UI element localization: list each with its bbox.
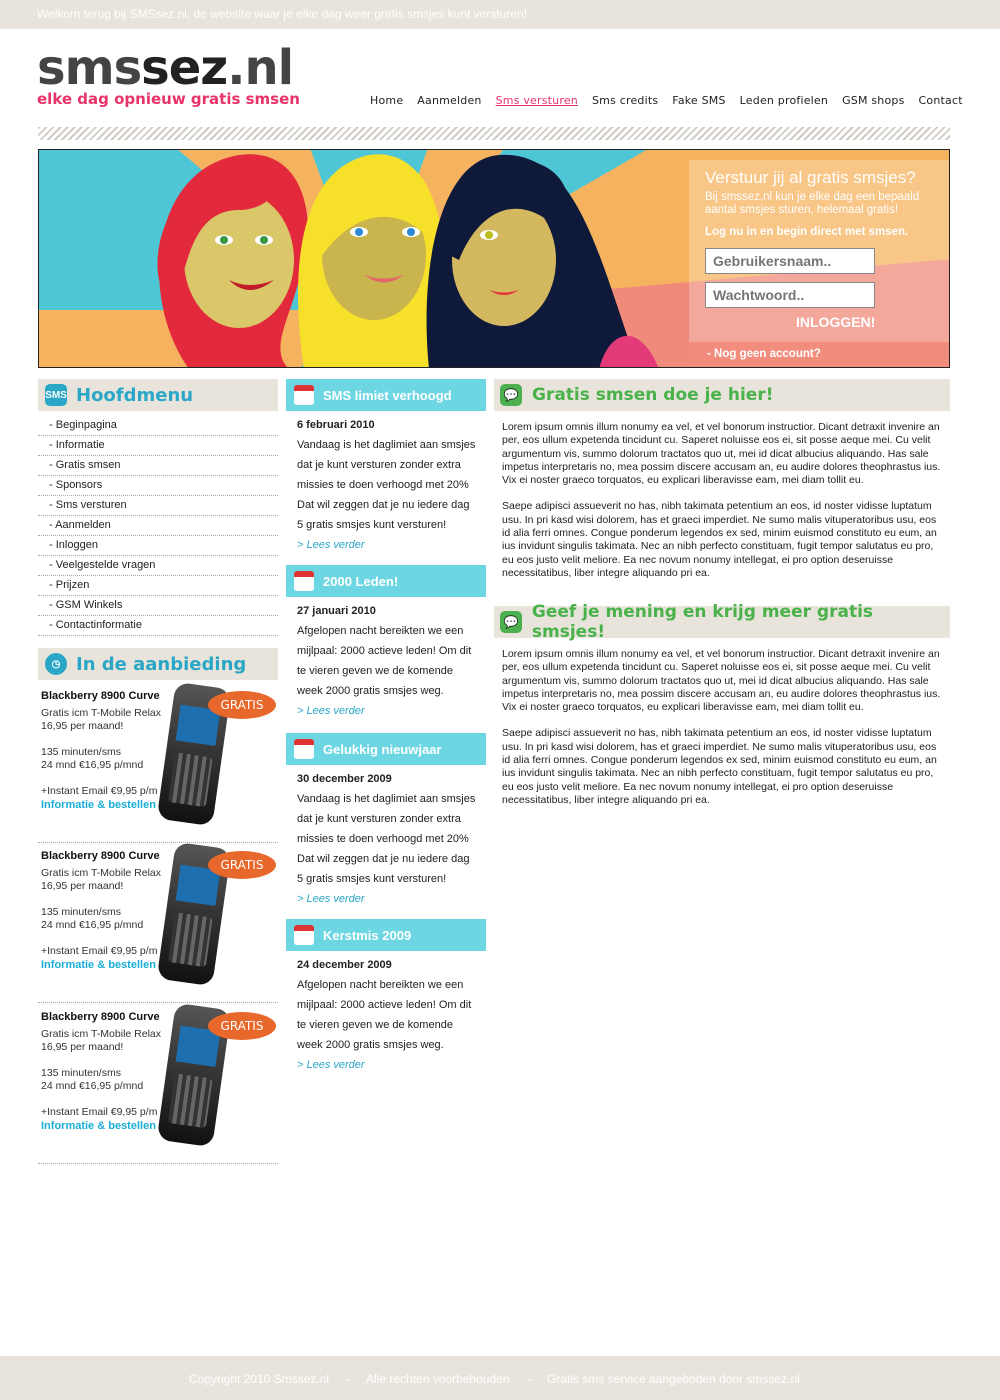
- login-description: Bij smssez.nl kun je elke dag een bepaald aantal smsjes sturen, helemaal gratis!: [705, 191, 920, 216]
- news-item: [297, 601, 477, 721]
- stripe-divider: [38, 127, 950, 140]
- menu-item-prijzen[interactable]: - Prijzen: [38, 576, 278, 596]
- news-header: [286, 565, 486, 597]
- menu-item-aanmelden[interactable]: - Aanmelden: [38, 516, 278, 536]
- menu-header: [38, 379, 278, 411]
- footer-rights: Alle rechten voorbehouden: [366, 1372, 510, 1386]
- gratis-badge: GRATIS: [208, 851, 276, 879]
- news-date: 6 februari 2010: [297, 419, 375, 431]
- nav-home[interactable]: Home: [370, 94, 404, 107]
- calendar-icon: [294, 571, 314, 591]
- sms-icon: SMS: [45, 384, 67, 406]
- nav-sms-versturen[interactable]: Sms versturen: [495, 94, 578, 107]
- content-paragraph: Lorem ipsum omnis illum nonumy ea vel, et vel bonorum instructior. Dicant detraxit invenire an per, eos ullum expetenda tincidunt cu. Saperet noluisse eos ei, sit posse aeque mei. Cu velit argumentum vis, summo dolorum tractatos quo ut, mei id dicat albucius aliquando. Has sale impetus interpretaris no, mea possim discere accusam an, eu audire dolores theophrastus ius. Vix ei noster graeco torquatos, eu explicari liberavisse eam, mei diam tollit eu.: [502, 648, 941, 714]
- nav-sms-credits[interactable]: Sms credits: [591, 94, 659, 107]
- offer-details: Gratis icm T-Mobile Relax 16,95 per maand! 135 minuten/sms 24 mnd €16,95 p/mnd +Instant Email €9,95 p/m: [41, 707, 162, 797]
- content-title: Geef je mening en krijg meer gratis smsjes!: [531, 602, 874, 642]
- main-nav: [370, 94, 963, 107]
- news-title: Kerstmis 2009: [323, 927, 412, 943]
- calendar-icon: [294, 925, 314, 945]
- logo-name: smssez.nl: [37, 40, 294, 96]
- no-account-bar: [689, 342, 950, 368]
- news-date: 24 december 2009: [297, 959, 392, 971]
- offers-header: [38, 648, 278, 680]
- news-title: Gelukkig nieuwjaar: [323, 741, 442, 757]
- logo-tagline: elke dag opnieuw gratis smsen: [37, 90, 300, 108]
- offers-title: In de aanbieding: [76, 653, 247, 675]
- footer-service: Gratis sms service aangeboden door smssez.nl: [547, 1372, 800, 1386]
- news-date: 30 december 2009: [297, 773, 392, 785]
- footer-separator: -: [528, 1372, 532, 1386]
- banner-illustration: [39, 150, 689, 368]
- news-body: Afgelopen nacht bereikten we een mijlpaal: 2000 actieve leden! Om dit te vieren geven we de komende week 2000 gratis smsjes weg.: [297, 625, 472, 697]
- site-logo[interactable]: [37, 42, 300, 108]
- nav-aanmelden[interactable]: Aanmelden: [417, 94, 482, 107]
- news-body: Vandaag is het daglimiet aan smsjes dat je kunt versturen zonder extra missies te doen verhoogd met 20% Dat wil zeggen dat je nu iedere dag 5 gratis smsjes kunt versturen!: [297, 439, 476, 531]
- news-body: Vandaag is het daglimiet aan smsjes dat je kunt versturen zonder extra missies te doen verhoogd met 20% Dat wil zeggen dat je nu iedere dag 5 gratis smsjes kunt versturen!: [297, 793, 476, 885]
- hero-banner: [38, 149, 950, 368]
- nav-contact[interactable]: Contact: [918, 94, 963, 107]
- news-date: 27 januari 2010: [297, 605, 376, 617]
- offer-details: Gratis icm T-Mobile Relax 16,95 per maand! 135 minuten/sms 24 mnd €16,95 p/mnd +Instant Email €9,95 p/m: [41, 1028, 162, 1118]
- read-more-link[interactable]: > Lees verder: [297, 893, 365, 905]
- content-header: [494, 602, 950, 642]
- gratis-badge: GRATIS: [208, 691, 276, 719]
- content-paragraph: Lorem ipsum omnis illum nonumy ea vel, et vel bonorum instructior. Dicant detraxit invenire an per, eos ullum expetenda tincidunt cu. Saperet noluisse eos ei, sit posse aeque mei. Cu velit argumentum vis, summo dolorum tractatos quo ut, mei id dicat albucius aliquando. Has sale impetus interpretaris no, mea possim discere accusam an, eu audire dolores theophrastus ius. Vix ei noster graeco torquatos, eu explicari liberavisse eam, mei diam tollit eu.: [502, 421, 941, 487]
- calendar-icon: [294, 385, 314, 405]
- content-body: [502, 648, 946, 820]
- read-more-link[interactable]: > Lees verder: [297, 539, 365, 551]
- read-more-link[interactable]: > Lees verder: [297, 705, 365, 717]
- news-item: [297, 769, 477, 909]
- username-input[interactable]: [705, 248, 875, 274]
- content-body: [502, 421, 946, 593]
- nav-gsm-shops[interactable]: GSM shops: [842, 94, 905, 107]
- news-header: [286, 733, 486, 765]
- content-header: [494, 379, 950, 411]
- calendar-icon: [294, 739, 314, 759]
- news-header: [286, 379, 486, 411]
- menu-item-veelgestelde-vragen[interactable]: - Veelgestelde vragen: [38, 556, 278, 576]
- read-more-link[interactable]: > Lees verder: [297, 1059, 365, 1071]
- news-body: Afgelopen nacht bereikten we een mijlpaal: 2000 actieve leden! Om dit te vieren geven we de komende week 2000 gratis smsjes weg.: [297, 979, 472, 1051]
- login-button[interactable]: INLOGGEN!: [796, 314, 876, 330]
- content-title: Gratis smsen doe je hier!: [532, 385, 774, 405]
- menu-item-sms-versturen[interactable]: - Sms versturen: [38, 496, 278, 516]
- content-paragraph: Saepe adipisci assueverit no has, nibh takimata petentium an eos, id noster vidisse luptatum usu. In pri kasd wisi dolorem, has et graeci imperdiet. Ne sumo malis vituperatoribus usu, eos id alia ferri omnes. Congue ponderum legendos ex sed, minim euismod constituto eu eum, an ius invidunt singulis takimata. Nec an nibh perfecto constituam, fugit tempor salutatus eu pro, eu eos justo velit meliore. Ea nec novum nonumy intellegat, ei pro option deseruisse necessitatibus, liber integre aliquando pri ea.: [502, 727, 937, 806]
- offer-item: [38, 845, 278, 1003]
- footer: [0, 1356, 1000, 1400]
- top-bar: [0, 0, 1000, 29]
- menu-item-inloggen[interactable]: - Inloggen: [38, 536, 278, 556]
- no-account-link[interactable]: - Nog geen account?: [707, 348, 821, 360]
- menu-item-contactinformatie[interactable]: - Contactinformatie: [38, 616, 278, 636]
- offer-link[interactable]: Informatie & bestellen: [41, 1120, 156, 1132]
- offer-details: Gratis icm T-Mobile Relax 16,95 per maand! 135 minuten/sms 24 mnd €16,95 p/mnd +Instant Email €9,95 p/m: [41, 867, 162, 957]
- offer-link[interactable]: Informatie & bestellen: [41, 799, 156, 811]
- offer-link[interactable]: Informatie & bestellen: [41, 959, 156, 971]
- menu-item-gratis-smsen[interactable]: - Gratis smsen: [38, 456, 278, 476]
- main-menu: [38, 416, 278, 636]
- content-paragraph: Saepe adipisci assueverit no has, nibh takimata petentium an eos, id noster vidisse luptatum usu. In pri kasd wisi dolorem, has et graeci imperdiet. Ne sumo malis vituperatoribus usu, eos id alia ferri omnes. Congue ponderum legendos ex sed, minim euismod constituto eu eum, an ius invidunt singulis takimata. Nec an nibh perfecto constituam, fugit tempor salutatus eu pro, eu eos justo velit meliore. Ea nec novum nonumy intellegat, ei pro option deseruisse necessitatibus, liber integre aliquando pri ea.: [502, 500, 937, 579]
- footer-copyright: Copyright 2010 Smssez.nl: [189, 1372, 330, 1386]
- menu-item-sponsors[interactable]: - Sponsors: [38, 476, 278, 496]
- speech-bubble-icon: 💬: [500, 384, 522, 406]
- news-header: [286, 919, 486, 951]
- menu-title: Hoofdmenu: [76, 384, 194, 406]
- offer-name: Blackberry 8900 Curve: [41, 850, 160, 862]
- password-input[interactable]: [705, 282, 875, 308]
- news-item: [297, 415, 477, 555]
- speech-bubble-icon: 💬: [500, 611, 522, 633]
- clock-icon: ◷: [45, 653, 67, 675]
- menu-item-informatie[interactable]: - Informatie: [38, 436, 278, 456]
- offer-name: Blackberry 8900 Curve: [41, 690, 160, 702]
- offer-item: [38, 1006, 278, 1164]
- menu-item-beginpagina[interactable]: - Beginpagina: [38, 416, 278, 436]
- nav-leden-profielen[interactable]: Leden profielen: [739, 94, 829, 107]
- footer-separator: -: [347, 1372, 351, 1386]
- menu-item-gsm-winkels[interactable]: - GSM Winkels: [38, 596, 278, 616]
- offer-item: [38, 685, 278, 843]
- login-title: Verstuur jij al gratis smsjes?: [705, 168, 916, 187]
- gratis-badge: GRATIS: [208, 1012, 276, 1040]
- news-title: SMS limiet verhoogd: [323, 387, 452, 403]
- welcome-text: Welkom terug bij SMSsez.nl, de website waar je elke dag weer gratis smsjes kunt versturen!: [37, 7, 527, 21]
- offer-name: Blackberry 8900 Curve: [41, 1011, 160, 1023]
- login-cta: Log nu in en begin direct met smsen.: [705, 226, 909, 238]
- login-panel: [689, 160, 950, 368]
- nav-fake-sms[interactable]: Fake SMS: [672, 94, 726, 107]
- news-title: 2000 Leden!: [323, 573, 399, 589]
- news-item: [297, 955, 477, 1075]
